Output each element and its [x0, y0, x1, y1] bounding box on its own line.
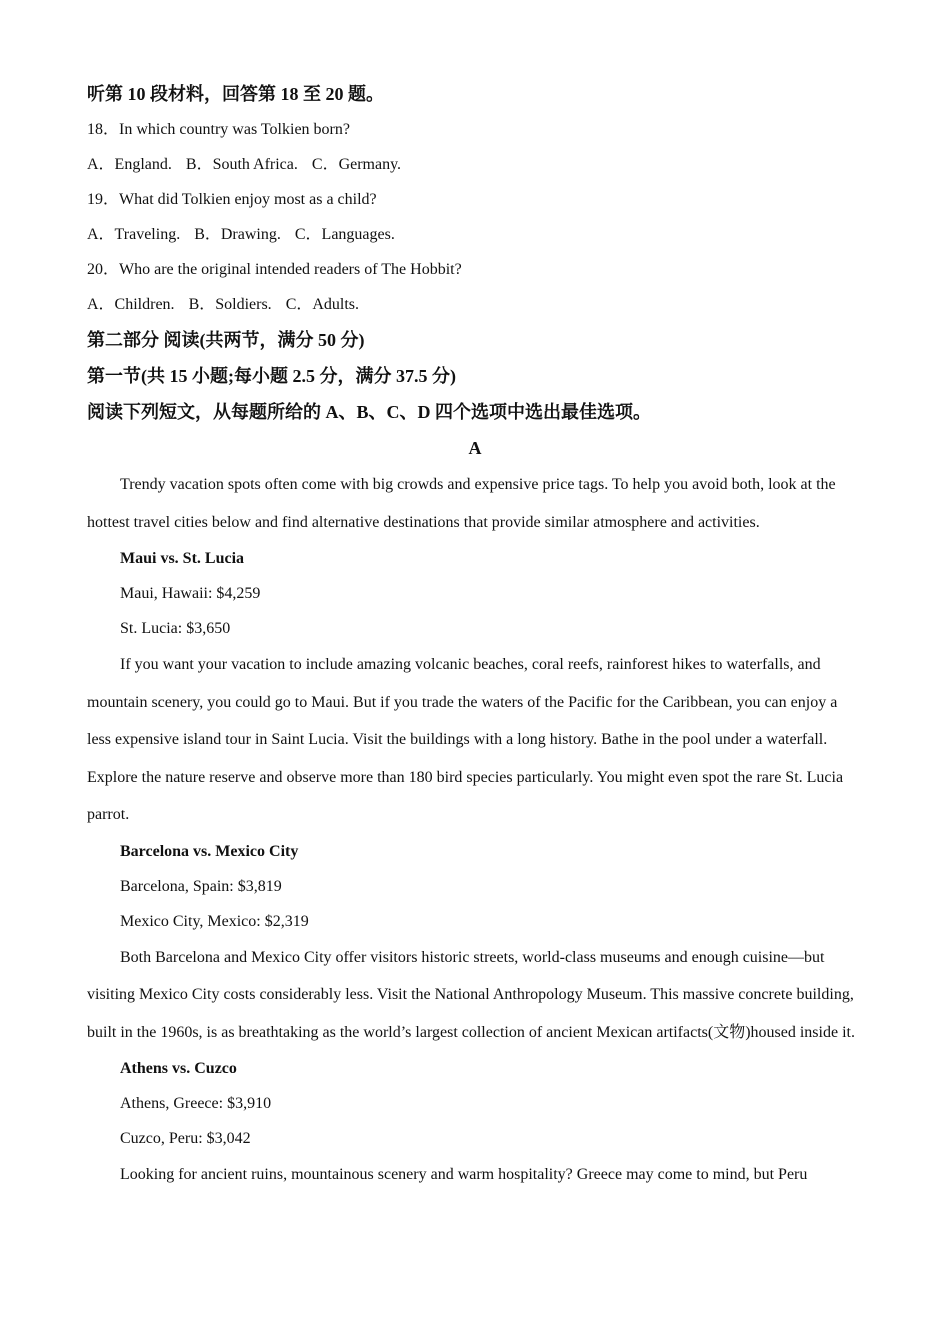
section1-title: 第一节(共 15 小题;每小题 2.5 分，满分 37.5 分) [87, 366, 456, 386]
passage-intro: Trendy vacation spots often come with big crowds and expensive price tags. To help you avoid both, look at the hottest travel cities below and find alternative destinations that provide similar atmosphere and activities. [87, 476, 836, 531]
passage-label: A [468, 438, 482, 458]
question-19-options [87, 217, 863, 252]
section-body-barcelona: Both Barcelona and Mexico City offer visitors historic streets, world-class museums and enough cuisine—but visiting Mexico City costs considerably less. Visit the National Anthropology Museum. This massive concrete building, built in the 1960s, is as breathtaking as the world’s largest collection of ancient Mexican artifacts(文物)housed inside it. [87, 948, 855, 1041]
question-18-stem: 18．In which country was Tolkien born? [87, 121, 350, 138]
part2-title: 第二部分 阅读(共两节，满分 50 分) [87, 330, 365, 350]
page-content [87, 76, 863, 1194]
price-cuzco: Cuzco, Peru: $3,042 [120, 1130, 251, 1147]
price-st-lucia: St. Lucia: $3,650 [120, 620, 231, 637]
option-c: C．Adults. [285, 296, 360, 313]
reading-instruction: 阅读下列短文，从每题所给的 A、B、C、D 四个选项中选出最佳选项。 [87, 402, 651, 422]
question-20-options [87, 287, 863, 322]
question-18-options [87, 147, 863, 182]
option-c: C．Languages. [294, 226, 395, 243]
option-c: C．Germany. [311, 156, 402, 173]
option-b: B．South Africa. [185, 156, 298, 173]
section-title-barcelona: Barcelona vs. Mexico City [120, 842, 299, 860]
price-barcelona: Barcelona, Spain: $3,819 [120, 877, 282, 895]
listening-instruction: 听第 10 段材料，回答第 18 至 20 题。 [87, 84, 384, 104]
section-title-athens: Athens vs. Cuzco [120, 1060, 237, 1077]
option-a: A．Traveling. [87, 226, 181, 243]
question-20-stem: 20．Who are the original intended readers of The Hobbit? [87, 261, 462, 278]
section-title-maui: Maui vs. St. Lucia [120, 550, 245, 567]
option-b: B．Soldiers. [188, 296, 272, 313]
price-maui: Maui, Hawaii: $4,259 [120, 585, 261, 602]
section-body-athens: Looking for ancient ruins, mountainous scenery and warm hospitality? Greece may come to mind, but Peru [120, 1166, 808, 1183]
section-body-maui: If you want your vacation to include amazing volcanic beaches, coral reefs, rainforest hikes to waterfalls, and mountain scenery, you could go to Maui. But if you trade the waters of the Pacific for the Caribbean, you can enjoy a less expensive island tour in Saint Lucia. Visit the buildings with a long history. Bathe in the pool under a waterfall. Explore the nature reserve and observe more than 180 bird species particularly. You might even spot the rare St. Lucia parrot. [87, 656, 844, 823]
option-a: A．Children. [87, 296, 175, 313]
option-b: B．Drawing. [194, 226, 281, 243]
price-mexico-city: Mexico City, Mexico: $2,319 [120, 912, 309, 930]
option-a: A．England. [87, 156, 172, 173]
question-19-stem: 19．What did Tolkien enjoy most as a child? [87, 191, 377, 208]
price-athens: Athens, Greece: $3,910 [120, 1095, 272, 1112]
